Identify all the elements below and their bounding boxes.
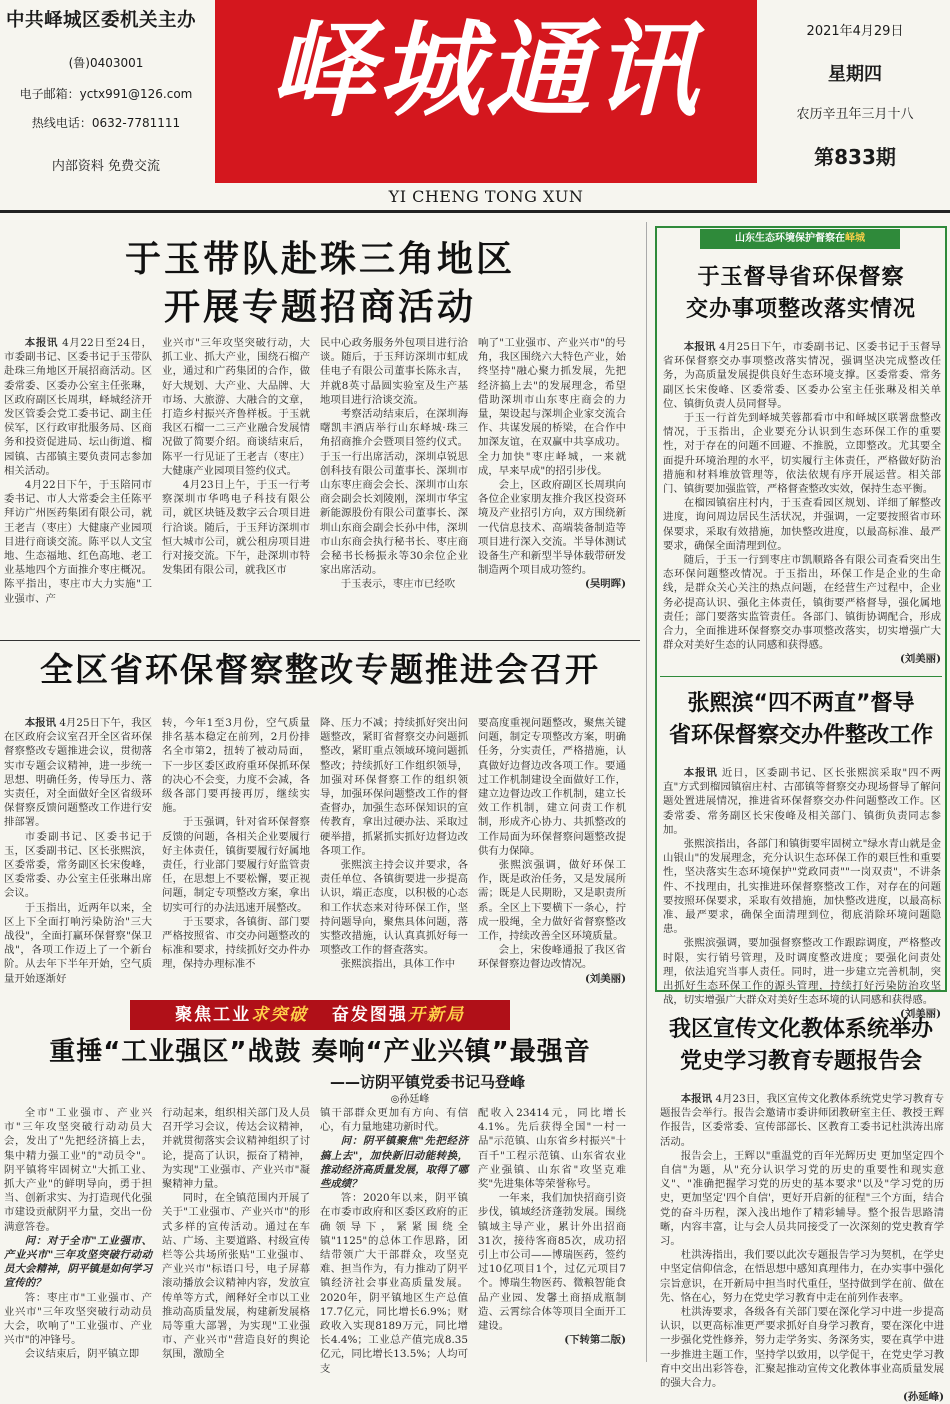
newspaper-title: 峄城通讯	[269, 8, 702, 131]
circulation-note: 内部资料 免费交流	[51, 159, 161, 174]
green-feature-tag: 山东生态环境保护督察在峄城	[700, 229, 900, 249]
right2-author: (刘美丽)	[899, 1008, 941, 1021]
article2-col3: 降、压力不减；持续抓好突出问题整改，紧盯省督察交办问题抓整改，紧盯重点领域环境问题抓整改；持续抓好工作组织领导，加强对环保督察工作的组织领导，加强环保问题整改工作的督查督办，加强生态环保知识的宣传教育，拿出过硬办法、采取过硬举措，抓紧抓实抓好边督边改各项工作。 张熙滨主持会议并要求，各责任单位、各镇街要进一步提高认识，端正态度，以积极的心态和工作状态来对待环保工作，坚持问题导向，聚焦具体问题，落实整改措施，认认真真抓好每一项整改工作的督查落实。 张熙滨指出，具体工作中	[320, 717, 468, 971]
continued-note: (下转第二版)	[564, 1334, 626, 1347]
section-banner: 聚焦工业求突破 奋发图强开新局	[130, 1000, 510, 1030]
weekday: 星期四	[828, 64, 882, 85]
right1-headline: 于玉督导省环保督察 交办事项整改落实情况	[685, 265, 916, 322]
article1-headline	[0, 236, 640, 332]
hotline: 热线电话：0632-7781111	[31, 116, 181, 130]
article1-col4: 响了"工业强市、产业兴市"的号角，我区围绕六大特色产业，始终坚持"融心聚力抓发展，先把经济搞上去"的发展理念，希望借助深圳市山东枣庄商会的力量，架设起与深圳企业家交流合作、共谋发展的桥梁，在合作中加深友谊，在双赢中共享成功。全力加快"枣庄峄城，一来就成，早来早成"的招引步伐。 会上，区政府副区长周琪向各位企业家朋友推介我区投资环境及产业招引方向，双方围绕新一代信息技术、高端装备制造等项目进行深入交流。半导体测试设备生产和新型半导体载带研发制造两个项目成功签约。 (吴明晖)	[478, 337, 626, 591]
article2-col1: 本报讯 4月25日下午，我区在区政府会议室召开全区省环保督察整改专题推进会议，贯彻落实市专题会议精神，进一步统一思想、明确任务，传导压力、落实责任，对全面做好全区省级环保督察反馈问题整改工作进行安排部署。 市委副书记、区委书记于玉，区委副书记、区长张熙滨，区委常委，常务副区长宋俊峰，区委常委、办公室主任张琳出席会议。 于玉指出，近两年以来，全区上下全面打响污染防治"三大战役"，全面打赢环保督察"保卫战"，各项工作迈上了一个新台阶。从去年下半年开始，空气质量开始逐渐好	[4, 717, 153, 985]
article1-author: (吴明晖)	[584, 578, 626, 591]
issue-date: 2021年4月29日	[806, 24, 904, 39]
article1-col2: 业兴市"三年攻坚突破行动，大抓工业、抓大产业，围绕石榴产业，通过和广药集团的合作，做好大规划、大产业、大品牌、大市场、大旅游、大融合的文章，打造乡村振兴齐鲁样板。于玉就我区石榴一二三产业融合发展情况做了简要介绍。商谈结束后，陈平一行见证了王老吉（枣庄）大健康产业园项目签约仪式。 4月23日上午，于玉一行考察深圳市华鸣电子科技有限公司，就区块链及数字云合项目进行洽谈。随后，于玉拜访深圳市恒大城市公司，就公租房项目进行对接交流。下午，赴深圳市特发集团有限公司，就我区市	[162, 337, 310, 577]
right3-body: 本报讯 4月23日，我区宣传文化教体系统党史学习教育专题报告会举行。报告会邀请市委讲师团教研室主任、教授王辉作报告，区委常委、宣传部部长、区教育工委书记杜洪涛出席活动。 报告会上，王辉以"重温党的百年光辉历史 更加坚定四个自信"为题，从"充分认识学习党的历史的重要性和现实意义"、"准确把握学习党的历史的基本要求"以及"学习党的历史，更加坚定'四个自信'，更好开启新的征程"三个方面，结合党的奋斗历程，深入浅出地作了精彩辅导。整个报告思路清晰，内容丰富，让与会人员共同接受了一次深刻的党史教育学习。 杜洪涛指出，我们要以此次专题报告学习为契机，在学史中坚定信仰信念，在悟思想中感知真理伟力，在办实事中强化宗旨意识，在开新局中担当时代重任，坚持做到学在前、做在先、恪在心，努力在党史学习教育中走在前列作表率。 杜洪涛要求，各级各有关部门要在深化学习中进一步提高认识，以更高标准更严要求抓好自身学习教育，要在深化中进一步强化党性修养，努力走学务实、务深务实，要在真学中进一步推进主题工作，坚持学以致用，以学促干，在党史学习教育中交出出彩答卷，汇聚起推动宣传文化教体事业高质量发展的强大合力。 (孙延峰)	[660, 1093, 945, 1404]
right2-body: 本报讯 近日，区委副书记、区长张熙滨采取"四不两直"方式到榴园镇宿庄村、古邵镇等督察交办现场督导了解问题处置进展情况，推进省环保督察交办件问题整改工作。区委常委、常务副区长宋俊峰及相关部门、镇街负责同志参加。 张熙滨指出，各部门和镇街要牢固树立"绿水青山就是金山银山"的发展理念，充分认识生态环保工作的艰巨性和重要性，坚决落实生态环境保护"党政同责""一岗双责"，不讲条件、不找理由，扎实推进环保督察整改工作，对存在的问题要按照环保要求，采取有效措施，加快整改进度，以最高标准、最严要求，确保全面清理到位，彻底消除环境问题隐患。 张熙滨强调，要加强督察整改工作跟踪调度，严格整改时限，实行销号管理，及时调度整改进度；要强化问责处理，依法追究当事人责任。同时，进一步建立完善机制，突出抓好生态环保工作的源头管理，持续打好污染防治攻坚战，切实增强广大群众对美好生态环境的认同感和获得感。 (刘美丽)	[663, 767, 941, 1021]
right3-author: (孙延峰)	[902, 1391, 944, 1404]
article3-subhead: ——访阴平镇党委书记马登峰	[330, 1073, 526, 1091]
article3-col4: 配收入23414元，同比增长4.1%。先后获得全国"一村一品"示范镇、山东省乡村振兴"十百千"工程示范镇、山东省农业产业强镇、山东省"攻坚克难奖"先进集体等荣誉称号。 一年来，我们加快招商引资步伐，镇域经济蓬勃发展。围绕镇域主导产业，累计外出招商31次，接待客商85次，成功招引上市公司——博瑞医药，签约过10亿项目1个，过亿元项目7个。博瑞生物医药、微粮智能食品产业园、发馨土商捂成瓶制造、云霄综合体等项目全面开工建设。 (下转第二版)	[478, 1107, 626, 1347]
sponsor: 中共峄城区委机关主办	[6, 10, 197, 31]
article2-col2: 转，今年1至3月份，空气质量排名基本稳定在前列，2月份排名全市第2，扭转了被动局面，下一步区委区政府重环保抓环保的决心不会变，力度不会减，各级各部门要再接再厉，继续实施。 于玉强调，针对省环保督察反馈的问题，各相关企业要履行好主体责任，镇街要履行好属地责任，行业部门要履行好监管责任，在思想上不要松懈，要正视问题，制定专项整改方案，拿出切实可行的办法迅速开展整改。 于玉要求，各镇街、部门要严格按照省、市交办问题整改的标准和要求，持续抓好交办件办理，保持办理标准不	[162, 717, 310, 971]
divider	[660, 676, 942, 677]
article3-col1: 全市"工业强市、产业兴市"三年攻坚突破行动动员大会，发出了"先把经济搞上去，集中精力强工业"的"动员令"。阴平镇将牢固树立"大抓工业、抓大产业"的鲜明导向，勇于担当、创新求实、为打造现代化强市建设贡献阴平力量，交出一份满意答卷。 问：对于全市"工业强市、产业兴市"三年攻坚突破行动动员大会精神，阴平镇是如何学习宣传的？ 答：枣庄市"工业强市、产业兴市"三年攻坚突破行动动员大会，吹响了"工业强市、产业兴市"的冲锋号。 会议结束后，阴平镇立即	[4, 1107, 152, 1361]
masthead-title-block	[215, 0, 757, 183]
article1-col1: 本报讯 4月22日至24日，市委副书记、区委书记于玉带队赴珠三角地区开展招商活动。区委常委、区委办公室主任张琳，区政府副区长周琪，峄城经济开发区管委会党工委书记、副主任侯军，区行政审批服务局、区商务和投资促进局、坛山街道、榴园镇、古邵镇主要负责同志参加相关活动。 4月22日下午，于玉陪同市委书记、市人大常委会主任陈平拜访广州医药集团有限公司，就王老吉（枣庄）大健康产业园项目进行商谈交流。陈平以人文宝地、生态福地、红色高地、老工业基地四个方面推介枣庄概况。陈平指出，枣庄市大力实施"工业强市、产	[4, 337, 153, 605]
lunar-date: 农历辛丑年三月十八	[796, 107, 914, 122]
right2-headline: 张熙滨“四不两直”督导 省环保督察交办件整改工作	[668, 691, 933, 748]
right1-author: (刘美丽)	[899, 653, 941, 666]
article1-headline-line2: 开展专题招商活动	[163, 287, 476, 328]
email: 电子邮箱：yctx991@126.com	[19, 87, 193, 101]
masthead-left	[0, 0, 212, 183]
article1-headline-line1: 于玉带队赴珠三角地区	[124, 239, 515, 280]
article2-col4: 要高度重视问题整改，聚焦关键问题，制定专项整改方案，明确任务，分实责任，严格措施，认真做好边督边改各项工作。要通过工作机制建设全面做好工作，建立边督边改工作机制，建立长效工作机制，建立问责工作机制，形成齐心协力、共抓整改的工作局面为环保督察问题整改提供有力保障。 张熙滨强调，做好环保工作，既是政治任务，又是发展所需；既是人民期盼，又是职责所系。全区上下要横下一条心，拧成一股绳，全力做好省督察整改工作，持续改善全区环境质量。 会上，宋俊峰通报了我区省环保督察边督边改情况。 (刘美丽)	[478, 717, 626, 985]
masthead-right	[760, 0, 950, 183]
article2-author: (刘美丽)	[584, 972, 626, 985]
article2-headline: 全区省环保督察整改专题推进会召开	[40, 650, 600, 689]
license-number: (鲁)0403001	[68, 56, 144, 70]
title-pinyin: YI CHENG TONG XUN	[388, 187, 584, 206]
right1-body: 本报讯 4月25日下午，市委副书记、区委书记于玉督导省环保督察交办事项整改落实情况，强调坚决完成整改任务，为高质量发展提供良好生态环境支撑。区委常委、常务副区长宋俊峰、区委常委、区委办公室主任张琳及相关单位、镇街负责人员同督导。 于玉一行首先到峄城芙蓉都看市中和峄城区联署盘整改情况，于玉指出，企业要充分认识到生态环保工作的重要性，对于存在的问题不回避、不推脱，立即整改。尤其要全面提升环境治理的水平，切实履行主体责任，严格做好防治措施和材料堆放管理等，依法依规有序开展运营。相关部门、镇街要加强监管，严格督查整改实效，保持生态平衡。 在榴园镇宿庄村内，于玉查看园区规划、详细了解整改进度，询问周边居民生活状况，并强调，一定要按照省市环保要求，采取有效措施，加快整改进度，以最高标准、最严要求，确保全面清理到位。 随后，于玉一行到枣庄市凯顺路各有限公司查看突出生态环保问题整改情况。于玉指出，环保工作是企业的生命线，是群众关心关注的热点问题，在经营生产过程中，企业务必提高认识、强化主体责任，镇街要严格督导，强化属地责任；部门要落实监管责任。各部门、镇街协调配合，形成合力，全面推进环保督察交办事项整改落实，切实增强广大群众对美好生态的认同感和获得感。 (刘美丽)	[663, 341, 941, 666]
right3-headline: 我区宣传文化教体系统举办 党史学习教育专题报告会	[668, 1017, 933, 1074]
issue-number: 第833期	[814, 145, 896, 169]
article3-headline: 重捶“工业强区”战鼓 奏响“产业兴镇”最强音	[49, 1037, 591, 1067]
divider	[0, 640, 640, 641]
article3-byline: ◎孙廷峰	[390, 1094, 430, 1105]
article3-col2: 行动起来，组织相关部门及人员召开学习会议，传达会议精神，并就贯彻落实会议精神组织了讨论，提高了认识，振奋了精神，为实现"工业强市、产业兴市"凝聚精神力量。 同时，在全镇范围内开展了关于"工业强市、产业兴市"的形式多样的宣传活动。通过在车站、广场、主要道路、村级宣传栏等公共场所张贴"工业强市、产业兴市"标语口号，电子屏幕滚动播放会议精神内容，发放宣传单等方式，阐释好全市以工业推动高质量发展，构建新发展格局等重大部署，为实现"工业强市、产业兴市"营造良好的舆论氛围，激励全	[162, 1107, 310, 1361]
article3-col3: 镇干部群众更加有方向、有信心，有力量地建功新时代。 问：阴平镇聚焦"先把经济搞上去"，加快新旧动能转换，推动经济高质量发展，取得了哪些成绩？ 答：2020年以来，阴平镇在市委市政府和区委区政府的正确领导下，紧紧围绕全镇"1125"的总体工作思路，团结带领广大干部群众，攻坚克难、担当作为，有力推动了阴平镇经济社会事业高质量发展。2020年，阴平镇地区生产总值17.7亿元，同比增长6.9%；财政收入实现8189万元，同比增长4.4%；工业总产值完成8.35亿元，同比增长13.5%；人均可支	[320, 1107, 468, 1375]
masthead-rule	[0, 210, 950, 213]
article1-col3: 民中心政务服务外包项目进行洽谈。随后，于玉拜访深圳市虹成佳电子有限公司董事长陈永吉，并就8英寸晶圆实验室及生产基地项目进行洽谈交流。 考察活动结束后，在深圳海曙凯丰酒店举行山东峄城·珠三角招商推介会暨项目签约仪式。于玉一行出席活动，深圳卓锐思创科技有限公司董事长、深圳市山东枣庄商会会长、深圳市山东商会副会长刘陵刚，深圳市华宝新能源股份有限公司董事长、深圳山东商会副会长孙中伟，深圳市山东商会执行秘书长、枣庄商会秘书长杨振永等30余位企业家出席活动。 于玉表示，枣庄市已经吹	[320, 337, 468, 591]
column-divider	[646, 222, 647, 1362]
